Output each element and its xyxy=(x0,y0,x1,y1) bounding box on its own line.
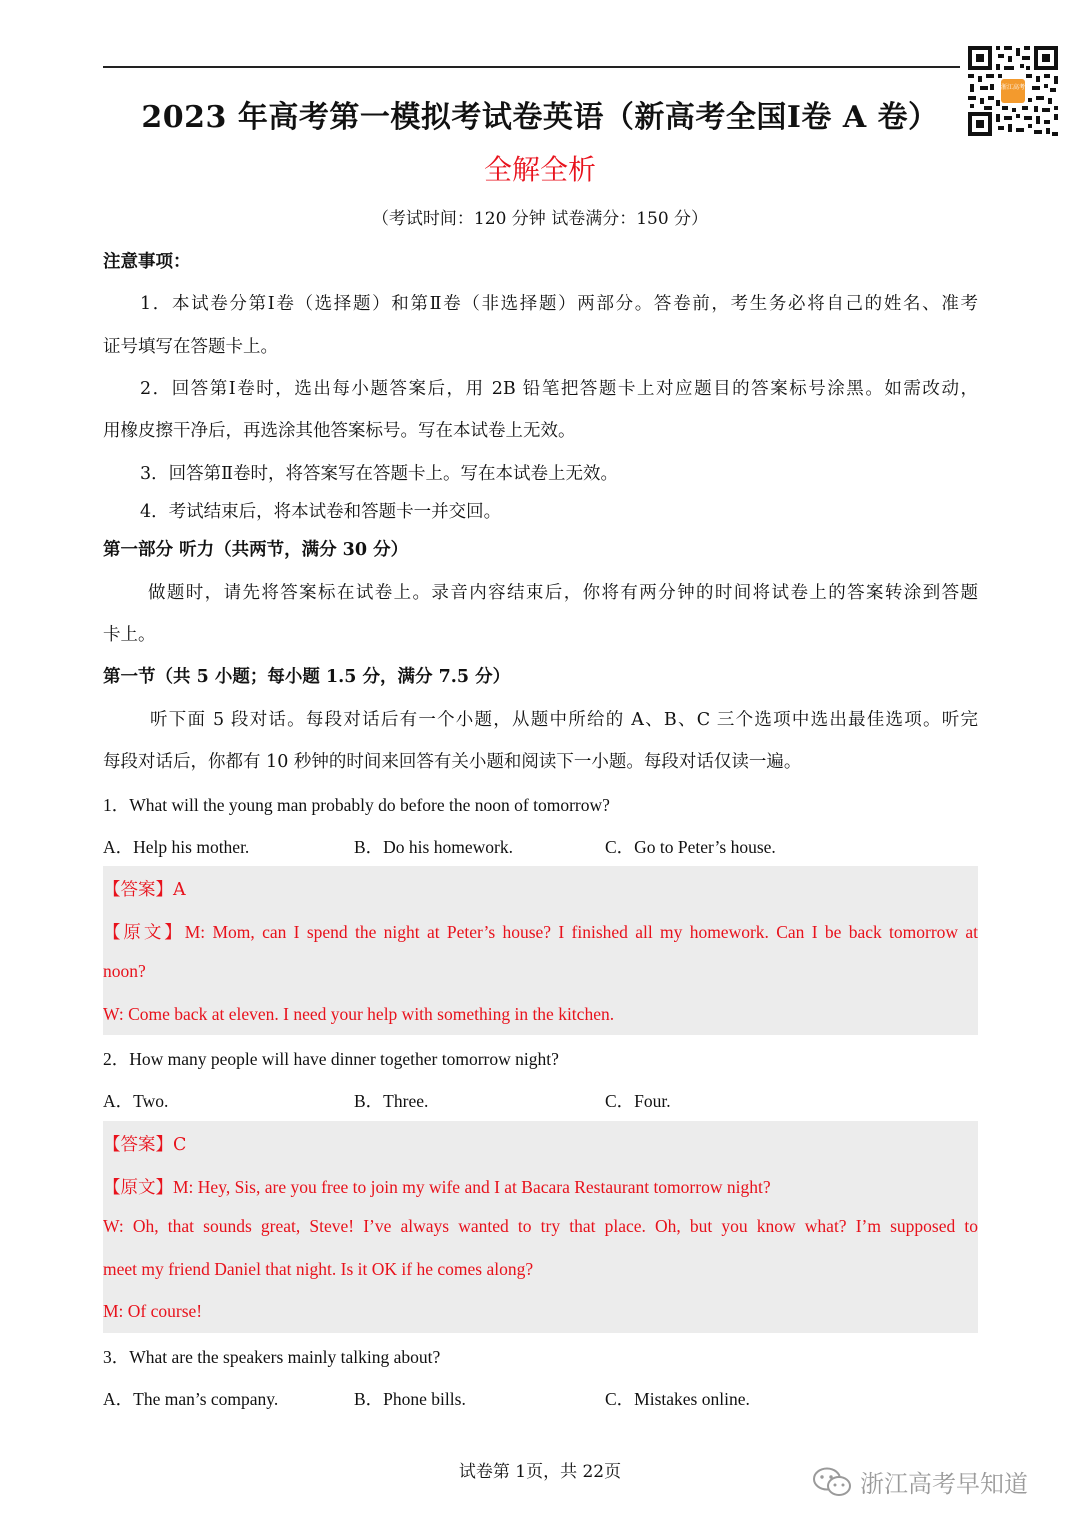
section1-heading: 第一节（共 5 小题；每小题 1.5 分，满分 7.5 分） xyxy=(103,667,511,687)
notice-item-2-line-1: 2．回答第Ⅰ卷时，选出每小题答案后，用 2B 铅笔把答题卡上对应题目的答案标号涂黑。如需改动， xyxy=(140,379,978,399)
question-2-option-c: C．Four. xyxy=(605,1091,671,1111)
question-1-script-line-2: noon? xyxy=(103,961,146,981)
qr-badge-text: 浙江高考 xyxy=(1000,84,1026,91)
page-title: 2023 年高考第一模拟考试卷英语（新高考全国Ⅰ卷 A 卷） xyxy=(141,100,939,135)
notice-item-1-line-1: 1．本试卷分第Ⅰ卷（选择题）和第Ⅱ卷（非选择题）两部分。答卷前，考生务必将自己的姓名、准考 xyxy=(140,294,978,314)
section1-intro-line-2: 每段对话后，你都有 10 秒钟的时间来回答有关小题和阅读下一小题。每段对话仅读一遍。 xyxy=(103,752,802,772)
part1-heading: 第一部分 听力（共两节，满分 30 分） xyxy=(103,540,409,560)
question-3-option-b: B．Phone bills. xyxy=(354,1389,466,1409)
part1-intro-line-1: 做题时，请先将答案标在试卷上。录音内容结束后，你将有两分钟的时间将试卷上的答案转涂到答题 xyxy=(148,583,978,603)
notice-item-4: 4．考试结束后，将本试卷和答题卡一并交回。 xyxy=(140,502,502,522)
question-3-option-c: C．Mistakes online. xyxy=(605,1389,750,1409)
question-2-option-a: A．Two. xyxy=(103,1091,169,1111)
page-footer: 试卷第 1页，共 22页 xyxy=(458,1462,622,1482)
question-2-script-line-1: 【原文】M: Hey, Sis, are you free to join my wife and I at Bacara Restaurant tomorrow night? xyxy=(103,1177,771,1197)
watermark-text: 浙江高考早知道 xyxy=(860,1470,1028,1498)
page-subtitle: 全解全析 xyxy=(483,153,596,186)
notice-item-1-line-2: 证号填写在答题卡上。 xyxy=(103,337,278,357)
notice-item-2-line-2: 用橡皮擦干净后，再选涂其他答案标号。写在本试卷上无效。 xyxy=(103,421,576,441)
question-2-script-line-4: M: Of course! xyxy=(103,1301,203,1321)
question-1-option-a: A．Help his mother. xyxy=(103,837,250,857)
question-2-script-line-2: W: Oh, that sounds great, Steve! I’ve always wanted to try that place. Oh, but you know what? I’m supposed to xyxy=(103,1216,978,1236)
question-1-option-b: B．Do his homework. xyxy=(354,837,513,857)
notice-heading: 注意事项： xyxy=(103,252,191,272)
question-2-stem: 2．How many people will have dinner together tomorrow night? xyxy=(103,1049,559,1069)
question-1-answer: 【答案】A xyxy=(103,880,186,900)
question-3-stem: 3．What are the speakers mainly talking about? xyxy=(103,1347,441,1367)
question-2-answer: 【答案】C xyxy=(103,1135,187,1155)
header-rule xyxy=(103,66,960,68)
exam-info: （考试时间：120 分钟 试卷满分：150 分） xyxy=(371,209,709,229)
notice-item-3: 3．回答第Ⅱ卷时，将答案写在答题卡上。写在本试卷上无效。 xyxy=(140,464,619,484)
question-1-script-line-3: W: Come back at eleven. I need your help with something in the kitchen. xyxy=(103,1004,615,1024)
question-1-stem: 1．What will the young man probably do before the noon of tomorrow? xyxy=(103,795,610,815)
question-2-option-b: B．Three. xyxy=(354,1091,429,1111)
question-1-option-c: C．Go to Peter’s house. xyxy=(605,837,776,857)
question-2-script-line-3: meet my friend Daniel that night. Is it OK if he comes along? xyxy=(103,1259,534,1279)
part1-intro-line-2: 卡上。 xyxy=(103,625,156,645)
section1-intro-line-1: 听下面 5 段对话。每段对话后有一个小题，从题中所给的 A、B、C 三个选项中选出最佳选项。听完 xyxy=(150,710,978,730)
question-1-script-line-1: 【原文】M: Mom, can I spend the night at Peter’s house? I finished all my homework. Can I be back tomorrow at xyxy=(103,922,978,942)
question-3-option-a: A．The man’s company. xyxy=(103,1389,279,1409)
watermark xyxy=(812,1464,1028,1499)
wechat-icon xyxy=(812,1466,852,1498)
